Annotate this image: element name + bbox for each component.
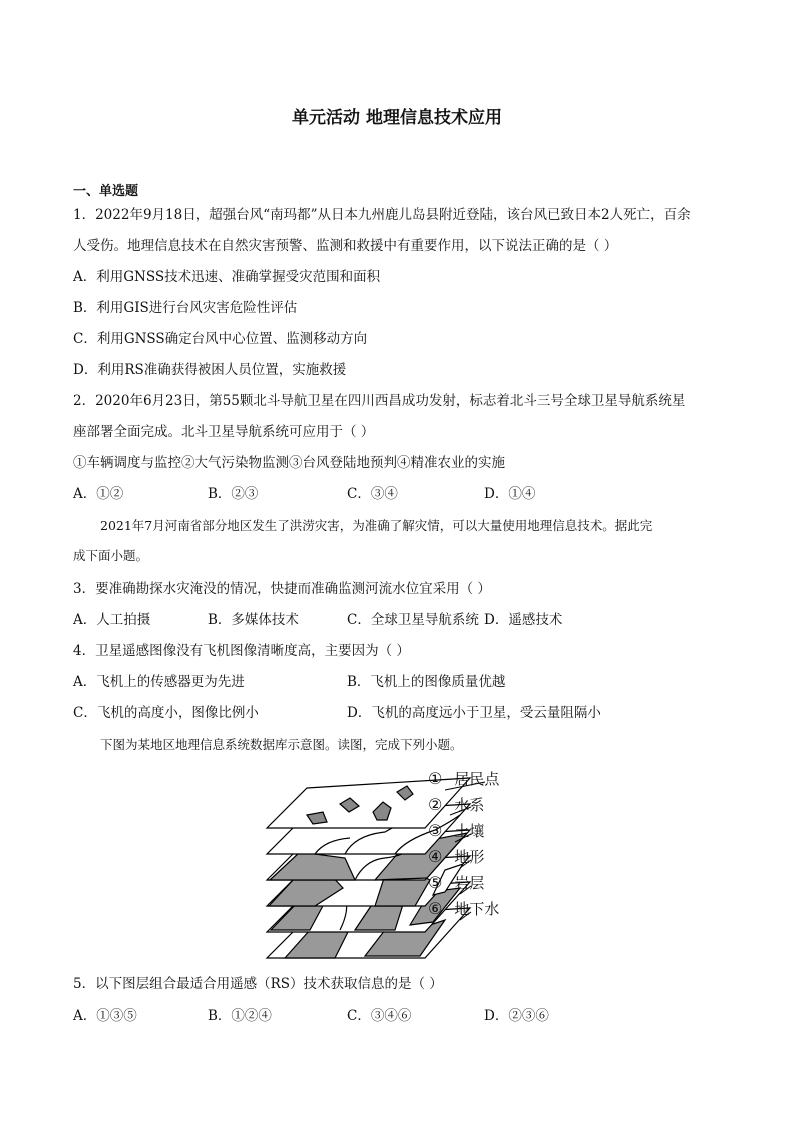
section-heading: 一、单选题 [73,184,139,199]
q1-stem-line1: 1．2022年9月18日，超强台风“南玛都”从日本九州鹿儿岛县附近登陆，该台风已致日本2人死亡，百余 [73,207,691,223]
q4-option-d[interactable]: D．飞机的高度远小于卫星，受云量阻隔小 [347,705,601,721]
q3-option-a[interactable]: A．人工拍摄 [73,612,151,628]
q2-option-b[interactable]: B．②③ [208,486,259,502]
q4-option-a[interactable]: A．飞机上的传感器更为先进 [73,674,245,690]
passage1-line1: 2021年7月河南省部分地区发生了洪涝灾害，为准确了解灾情，可以大量使用地理信息技术。据此完 [100,518,653,533]
q2-option-c[interactable]: C．③④ [347,486,398,502]
layer-label-5: ⑤ 岩层 [428,873,485,892]
q5-option-d[interactable]: D．②③⑥ [484,1008,549,1024]
q2-option-d[interactable]: D．①④ [484,486,536,502]
layer-label-1: ① 居民点 [428,769,500,788]
layer-label-6: ⑥ 地下水 [428,899,500,918]
q3-option-c[interactable]: C．全球卫星导航系统 [347,612,479,628]
q5-option-c[interactable]: C．③④⑥ [347,1008,412,1024]
q2-option-a[interactable]: A．①② [73,486,124,502]
passage2: 下图为某地区地理信息系统数据库示意图。读图，完成下列小题。 [100,737,463,752]
layer-label-4: ④ 地形 [428,847,485,866]
q5-stem: 5．以下图层组合最适合用遥感（RS）技术获取信息的是（ ） [73,976,443,992]
layer-label-3: ③ 土壤 [428,821,485,840]
layer-label-2: ② 水系 [428,795,485,814]
q2-stem-line3: ①车辆调度与监控②大气污染物监测③台风登陆地预判④精准农业的实施 [73,455,505,471]
q5-option-b[interactable]: B．①②④ [208,1008,272,1024]
page-title: 单元活动 地理信息技术应用 [292,108,502,128]
q4-stem: 4．卫星遥感图像没有飞机图像清晰度高，主要因为（ ） [73,643,410,659]
q3-stem: 3．要准确勘探水灾淹没的情况，快捷而准确监测河流水位宜采用（ ） [73,581,491,597]
q2-stem-line2: 座部署全面完成。北斗卫星导航系统可应用于（ ） [73,424,375,440]
q1-option-c[interactable]: C．利用GNSS确定台风中心位置、监测移动方向 [73,331,368,347]
q3-option-d[interactable]: D．遥感技术 [484,612,563,628]
q1-stem-line2: 人受伤。地理信息技术在自然灾害预警、监测和救援中有重要作用，以下说法正确的是（ ） [73,238,618,254]
q3-option-b[interactable]: B．多媒体技术 [208,612,299,628]
passage1-line2: 成下面小题。 [73,548,149,563]
q5-option-a[interactable]: A．①③⑤ [73,1008,137,1024]
q4-option-b[interactable]: B．飞机上的图像质量优越 [347,674,506,690]
q2-stem-line1: 2．2020年6月23日，第55颗北斗导航卫星在四川西昌成功发射，标志着北斗三号全球卫星导航系统星 [73,393,686,409]
q4-option-c[interactable]: C．飞机的高度小，图像比例小 [73,705,259,721]
q1-option-d[interactable]: D．利用RS准确获得被困人员位置，实施救援 [73,362,347,378]
q1-option-a[interactable]: A．利用GNSS技术迅速、准确掌握受灾范围和面积 [73,269,381,285]
q1-option-b[interactable]: B．利用GIS进行台风灾害危险性评估 [73,300,298,316]
gis-layers-figure [255,760,555,965]
